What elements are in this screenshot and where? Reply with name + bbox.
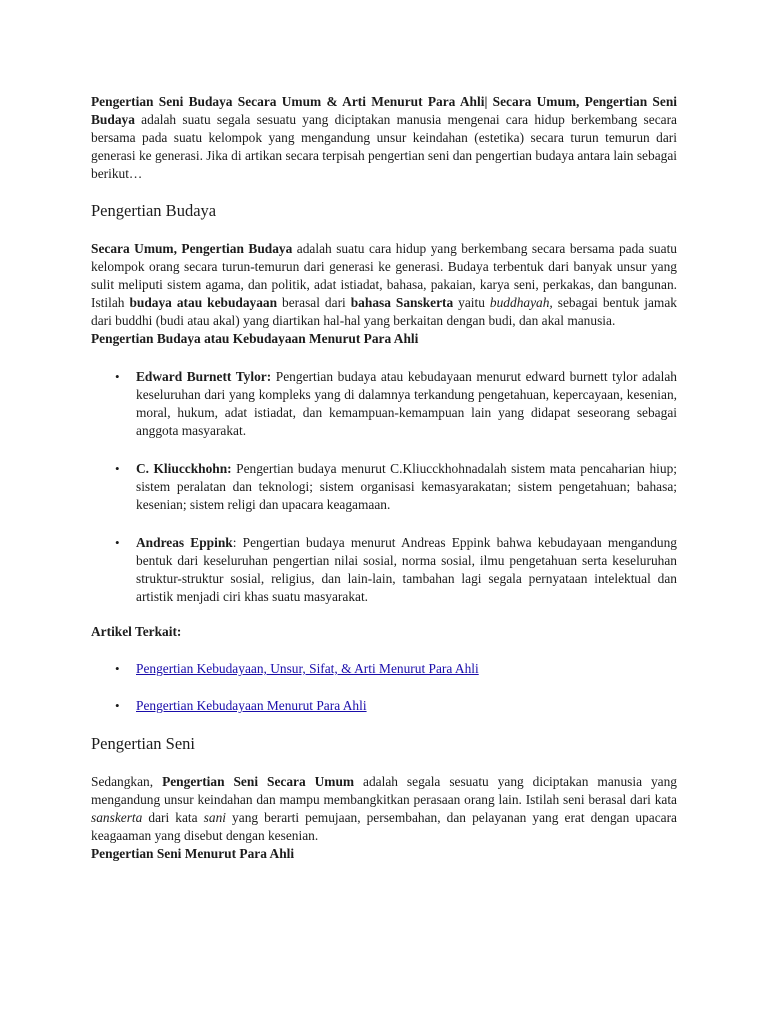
seni-text-1: Sedangkan,	[91, 774, 163, 789]
list-item	[91, 660, 677, 678]
budaya-bold-3: bahasa Sanskerta	[350, 295, 454, 310]
artikel-terkait-label: Artikel Terkait:	[91, 624, 182, 639]
budaya-ahli-heading: Pengertian Budaya atau Kebudayaan Menurut Para Ahli	[91, 331, 419, 346]
budaya-italic-1: buddhayah,	[489, 295, 553, 310]
seni-ahli-heading: Pengertian Seni Menurut Para Ahli	[91, 846, 295, 861]
bullet-icon: •	[115, 661, 120, 676]
list-item	[91, 460, 677, 514]
budaya-text-3: yaitu	[453, 295, 490, 310]
bullet-icon: •	[115, 698, 120, 713]
budaya-bold-1: Secara Umum, Pengertian Budaya	[91, 241, 293, 256]
intro-title: Pengertian Seni Budaya Secara Umum & Arti Menurut Para Ahli| Secara Umum, Pengertian Seni Budaya	[91, 94, 677, 127]
ahli-text: Pengertian budaya menurut C.Kliucckhohnadalah sistem mata pencaharian hiup; sistem peralatan dan teknologi; sistem organisasi kemasyarakatan; sistem pengetahuan; bahasa; kesenian; sistem religi dan upacara keagamaan.	[136, 461, 677, 512]
bullet-icon: •	[115, 369, 120, 384]
seni-italic-1: sanskerta	[91, 810, 143, 825]
seni-text-3: dari kata	[142, 810, 204, 825]
ahli-name: Edward Burnett Tylor:	[136, 369, 272, 384]
seni-heading: Pengertian Seni	[91, 734, 196, 753]
ahli-name: C. Kliucckhohn:	[136, 461, 232, 476]
list-item	[91, 697, 677, 715]
seni-paragraph	[91, 773, 677, 845]
budaya-paragraph	[91, 240, 677, 330]
document-page	[91, 93, 677, 863]
ahli-text: Pengertian budaya atau kebudayaan menurut edward burnett tylor adalah keseluruhan dari yang kompleks yang di dalamnya terkandung pengetahuan, kepercayaan, kesenian, moral, hukum, adat istiadat, dan kemampuan-kemampuan lain yang didapat seseorang sebagai anggota masyarakat.	[136, 369, 677, 438]
list-item	[91, 368, 677, 440]
related-links-list	[91, 660, 677, 715]
related-article-link[interactable]: Pengertian Kebudayaan, Unsur, Sifat, & Arti Menurut Para Ahli	[136, 661, 479, 676]
budaya-heading: Pengertian Budaya	[91, 201, 217, 220]
budaya-text-4: sebagai bentuk jamak dari buddhi (budi atau akal) yang diartikan hal-hal yang berkaitan dengan budi, dan akal manusia.	[91, 295, 677, 328]
seni-text-4: yang berarti pemujaan, persembahan, dan pelayanan yang erat dengan upacara keagaaman yang disebut dengan kesenian.	[91, 810, 677, 843]
related-article-link[interactable]: Pengertian Kebudayaan Menurut Para Ahli	[136, 698, 367, 713]
budaya-text-1: adalah suatu cara hidup yang berkembang secara bersama pada suatu kelompok orang secara turun-temurun dari generasi ke generasi. Budaya terbentuk dari banyak unsur yang sulit meliputi sistem agama, dan politik, adat istiadat, bahasa, pakaian, karya seni, perkakas, dan bangunan. Istilah	[91, 241, 677, 310]
seni-text-2: adalah segala sesuatu yang diciptakan manusia yang mengandung unsur keindahan dan mampu membangkitkan perasaan orang lain. Istilah seni berasal dari kata	[91, 774, 678, 807]
ahli-text: : Pengertian budaya menurut Andreas Eppink bahwa kebudayaan mengandung bentuk dari keseluruhan pengertian nilai sosial, norma sosial, ilmu pengetahuan serta keseluruhan struktur-struktur sosial, religius, dan lain-lain, tambahan lagi segala pernyataan intelektual dan artistik menjadi ciri khas suatu masyarakat.	[136, 535, 677, 604]
budaya-text-2: berasal dari	[277, 295, 351, 310]
budaya-ahli-list	[91, 368, 677, 606]
ahli-name: Andreas Eppink	[136, 535, 233, 550]
intro-paragraph	[91, 93, 677, 183]
seni-italic-2: sani	[203, 810, 226, 825]
bullet-icon: •	[115, 461, 120, 476]
seni-bold-1: Pengertian Seni Secara Umum	[162, 774, 355, 789]
intro-text: adalah suatu segala sesuatu yang diciptakan manusia mengenai cara hidup berkembang secara bersama pada suatu kelompok yang mengandung unsur keindahan (estetika) secara turun temurun dari generasi ke generasi. Jika di artikan secara terpisah pengertian seni dan pengertian budaya antara lain sebagai berikut…	[91, 112, 677, 181]
budaya-bold-2: budaya atau kebudayaan	[129, 295, 278, 310]
list-item	[91, 534, 677, 606]
bullet-icon: •	[115, 535, 120, 550]
